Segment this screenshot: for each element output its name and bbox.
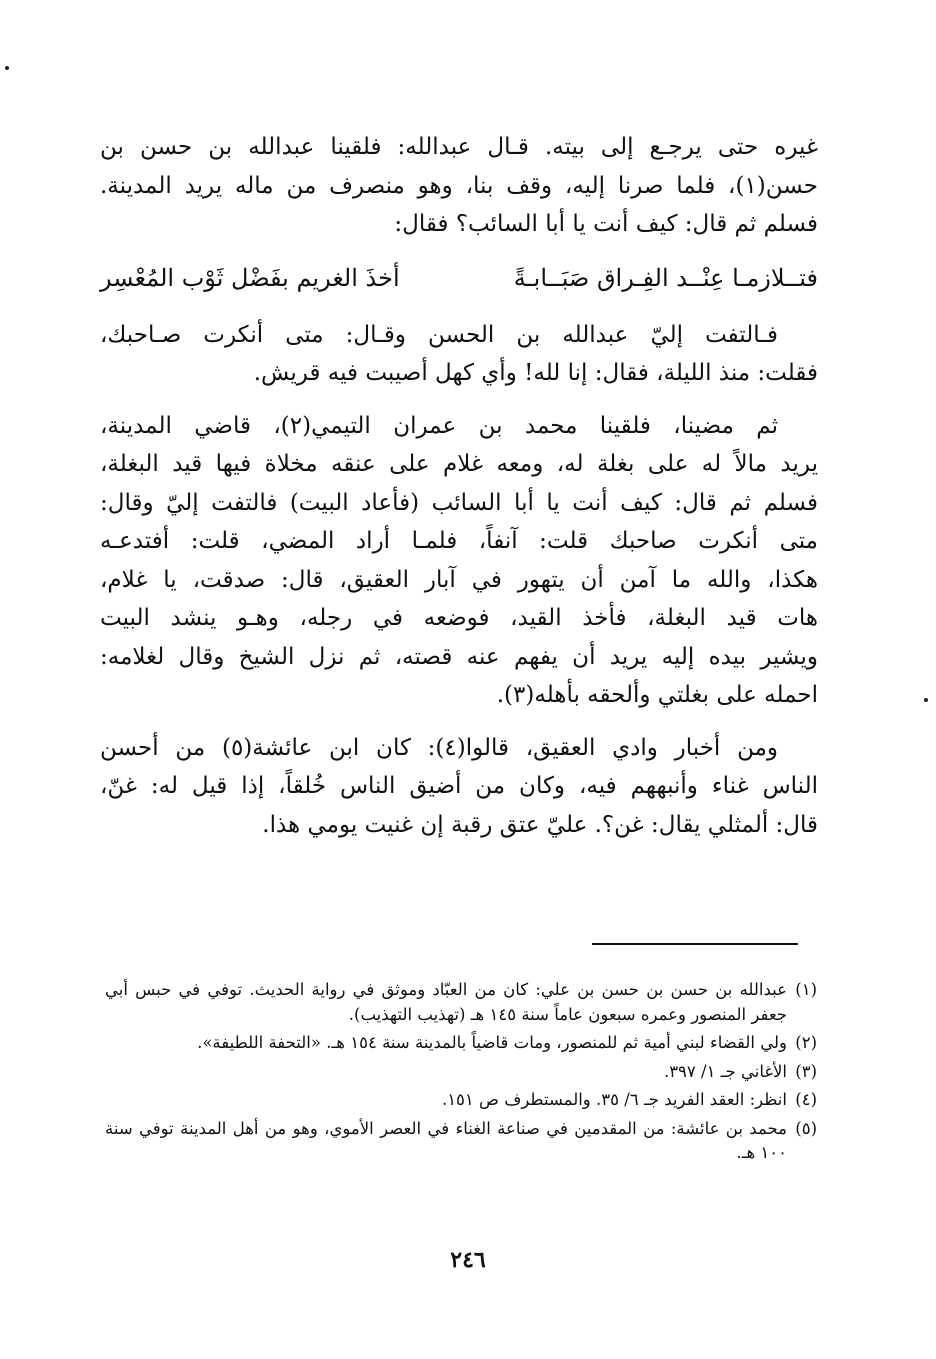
footnote-number: (١) <box>795 980 817 999</box>
footnote-number: (٢) <box>795 1033 817 1052</box>
text-line: قال: ألمثلي يقال: غن؟. عليّ عتق رقبة إن غنيت يومي هذا. <box>262 811 818 838</box>
footnote-text: محمد بن عائشة: من المقدمين في صناعة الغناء في العصر الأموي، وهو من أهل المدينة توفي سنة ١٠٠ هـ. <box>105 1118 787 1162</box>
poetry-verse <box>100 258 818 298</box>
footnote-separator <box>592 943 798 945</box>
text-line: هكذا، والله ما آمن أن يتهور في آبار العقيق، قال: صدقت، يا غلام، <box>100 566 818 593</box>
paragraph-4 <box>100 729 818 845</box>
footnote-4 <box>105 1088 817 1113</box>
text-line: احمله على بغلتي وألحقه بأهله(٣). <box>496 682 818 708</box>
paragraph-1 <box>100 128 818 244</box>
text-line: ثم مضينا، فلقينا محمد بن عمران التيمي(٢)، قاضي المدينة، <box>100 412 778 439</box>
verse-first-hemistich: فتــلازمـا عِنْــد الفِـراق صَبَــابـةً <box>513 263 818 292</box>
scan-speck <box>924 698 928 702</box>
text-line: فسلم ثم قال: كيف أنت يا أبا السائب (فأعاد البيت) فالتفت إليّ وقال: <box>100 489 818 516</box>
text-line: هات قيد البغلة، فأخذ القيد، فوضعه في رجله، وهـو ينشد البيت <box>100 605 818 631</box>
text-line: غيره حتى يرجـع إلى بيته. قـال عبدالله: فلقينا عبدالله بن حسن بن <box>100 134 818 160</box>
paragraph-3 <box>100 407 818 715</box>
footnote-text: انظر: العقد الفريد جـ ٦/ ٣٥. والمستطرف ص ١٥١. <box>441 1090 787 1109</box>
verse-second-hemistich: أخذَ الغريم بفَضْل ثَوْب المُعْسِر <box>100 263 400 292</box>
page-number: ٢٤٦ <box>450 1247 486 1273</box>
footnote-text: الأغاني جـ ١/ ٣٩٧. <box>663 1061 787 1081</box>
text-line: ويشير بيده إليه يريد أن يفهم عنه قصته، ثم نزل الشيخ وقال لغلامه: <box>100 643 818 670</box>
text-line: ومن أخبار وادي العقيق، قالوا(٤): كان ابن عائشة(٥) من أحسن <box>100 734 778 761</box>
text-line: فـالتفت إليّ عبدالله بن الحسن وقـال: متى أنكرت صـاحبك، <box>100 321 778 348</box>
paragraph-2 <box>100 316 818 393</box>
footnotes <box>105 978 817 1170</box>
text-line: يريد مالاً له على بغلة له، ومعه غلام على عنقه مخلاة فيها قيد البغلة، <box>100 451 818 477</box>
main-text <box>100 128 818 858</box>
scan-speck <box>5 66 9 70</box>
footnote-number: (٣) <box>795 1061 817 1081</box>
footnote-number: (٥) <box>795 1118 817 1138</box>
footnote-text: ولي القضاء لبني أمية ثم للمنصور، ومات قاضياً بالمدينة سنة ١٥٤ هـ. «التحفة اللطيفة». <box>197 1033 787 1052</box>
footnote-2 <box>105 1031 817 1056</box>
footnote-3 <box>105 1060 817 1085</box>
footnote-1 <box>105 978 817 1027</box>
text-line: حسن(١)، فلما صرنا إليه، وقف بنا، وهو منصرف من ماله يريد المدينة. <box>100 172 818 199</box>
text-line: متى أنكرت صاحبك قلت: آنفاً، فلمـا أراد المضي، قلت: أفتدعـه <box>100 528 818 554</box>
footnote-number: (٤) <box>795 1090 817 1109</box>
text-line: فقلت: منذ الليلة، فقال: إنا لله! وأي كهل أصيبت فيه قريش. <box>253 360 818 386</box>
footnote-text: عبدالله بن حسن بن حسن بن علي: كان من العبّاد وموثق في رواية الحديث. توفي في حبس أبي جعفر المنصور وعمره سبعون عاماً سنة ١٤٥ هـ (تهذيب التهذيب). <box>105 980 787 1024</box>
text-line: الناس غناء وأنبههم فيه، وكان من أضيق الناس خُلقاً، إذا قيل له: غنّ، <box>100 773 818 799</box>
footnote-5 <box>105 1117 817 1166</box>
text-line: فسلم ثم قال: كيف أنت يا أبا السائب؟ فقال: <box>394 211 818 237</box>
